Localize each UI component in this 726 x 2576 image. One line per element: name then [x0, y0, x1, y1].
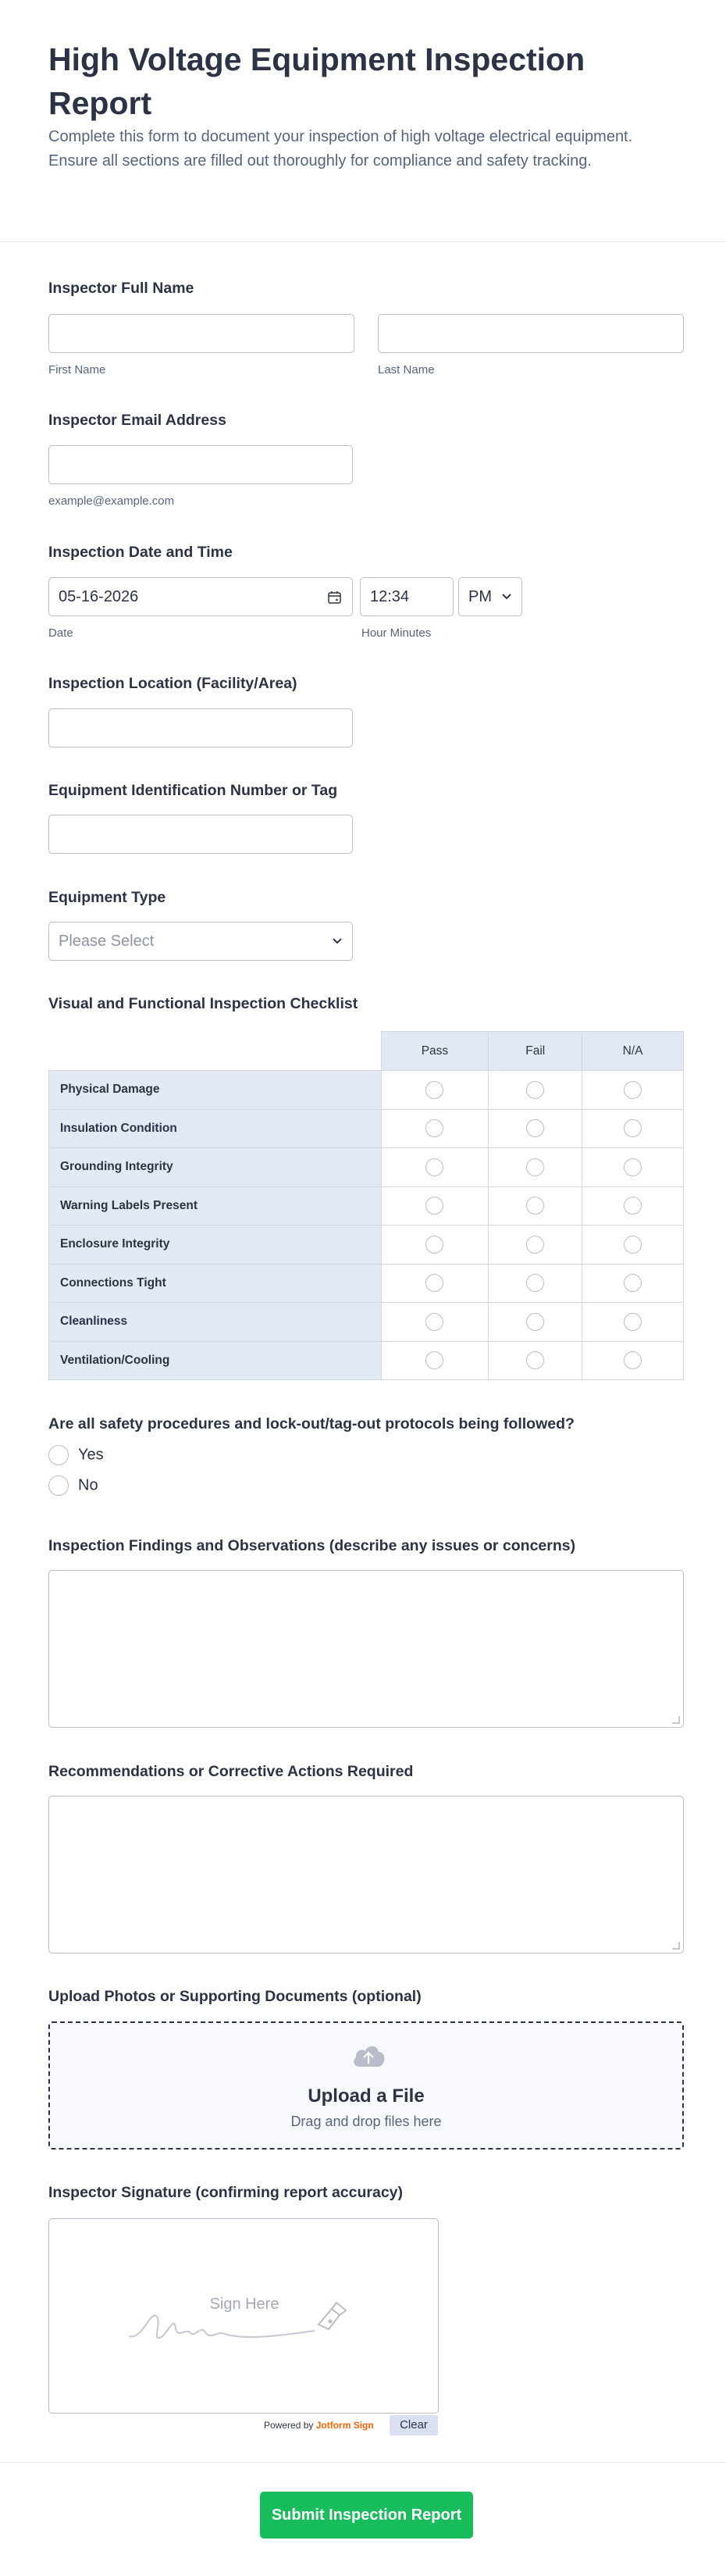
grid-row-label: Physical Damage: [49, 1071, 382, 1110]
file-upload-dropzone[interactable]: [48, 2021, 684, 2150]
findings-label: Inspection Findings and Observations (describe any issues or concerns): [48, 1537, 576, 1554]
grid-row-label: Cleanliness: [49, 1303, 382, 1342]
radio-fail[interactable]: [526, 1236, 544, 1254]
resize-grip-icon[interactable]: [672, 1716, 680, 1724]
powered-by-text: Powered by: [264, 2420, 314, 2431]
radio-na[interactable]: [624, 1313, 642, 1331]
form-header: [0, 0, 726, 242]
inspector-name-label: Inspector Full Name: [48, 280, 194, 297]
grid-row-label: Grounding Integrity: [49, 1148, 382, 1187]
grid-header-row: [49, 1032, 684, 1071]
calendar-icon[interactable]: [327, 590, 343, 605]
grid-col-fail: Fail: [489, 1032, 582, 1071]
grid-row-label: Connections Tight: [49, 1264, 382, 1303]
table-row: [49, 1186, 684, 1226]
resize-grip-icon[interactable]: [672, 1942, 680, 1950]
radio-fail[interactable]: [526, 1081, 544, 1099]
radio-na[interactable]: [624, 1197, 642, 1215]
time-input[interactable]: [360, 577, 454, 616]
date-value: 05-16-2026: [59, 588, 139, 605]
date-input[interactable]: [48, 577, 353, 616]
first-name-sublabel: First Name: [48, 363, 106, 376]
grid-col-na: N/A: [582, 1032, 684, 1071]
page-description: Complete this form to document your inspection of high voltage electrical equipment. Ensure all sections are filled out thoroughly for compliance and safety tracking.: [48, 128, 633, 169]
signature-label: Inspector Signature (confirming report accuracy): [48, 2184, 404, 2201]
safety-label: Are all safety procedures and lock-out/tag-out protocols being followed?: [48, 1415, 575, 1432]
inspection-checklist-grid: [48, 1031, 684, 1380]
equipment-id-label: Equipment Identification Number or Tag: [48, 782, 338, 799]
radio-fail[interactable]: [526, 1119, 544, 1137]
email-label: Inspector Email Address: [48, 412, 226, 429]
upload-label: Upload Photos or Supporting Documents (optional): [48, 1988, 422, 2005]
cloud-upload-icon: [351, 2042, 386, 2070]
safety-option-no[interactable]: [48, 1475, 98, 1496]
radio-pass[interactable]: [425, 1274, 443, 1292]
radio-na[interactable]: [624, 1351, 642, 1369]
equipment-type-label: Equipment Type: [48, 889, 166, 906]
table-row: [49, 1303, 684, 1342]
radio-fail[interactable]: [526, 1351, 544, 1369]
form-footer: [0, 2462, 726, 2576]
last-name-sublabel: Last Name: [378, 363, 435, 376]
option-label: No: [78, 1476, 98, 1494]
jotform-sign-brand: Jotform Sign: [315, 2420, 374, 2431]
radio-pass[interactable]: [425, 1119, 443, 1137]
signature-clear-button[interactable]: Clear: [390, 2415, 438, 2435]
radio-pass[interactable]: [425, 1313, 443, 1331]
table-row: [49, 1264, 684, 1303]
grid-corner: [49, 1032, 382, 1071]
recommendations-label: Recommendations or Corrective Actions Required: [48, 1763, 414, 1780]
radio-na[interactable]: [624, 1236, 642, 1254]
radio-fail[interactable]: [526, 1313, 544, 1331]
equipment-type-placeholder: Please Select: [59, 933, 155, 950]
ampm-value: PM: [468, 588, 492, 605]
equipment-type-select[interactable]: [48, 922, 353, 961]
chevron-down-icon: [501, 593, 512, 601]
safety-option-yes[interactable]: [48, 1445, 104, 1465]
radio-na[interactable]: [624, 1274, 642, 1292]
radio-pass[interactable]: [425, 1351, 443, 1369]
grid-row-label: Enclosure Integrity: [49, 1226, 382, 1265]
radio-yes[interactable]: [48, 1445, 69, 1465]
grid-col-pass: Pass: [381, 1032, 489, 1071]
location-label: Inspection Location (Facility/Area): [48, 675, 297, 692]
radio-pass[interactable]: [425, 1158, 443, 1176]
ampm-select[interactable]: [458, 577, 522, 616]
radio-na[interactable]: [624, 1158, 642, 1176]
date-sublabel: Date: [48, 626, 73, 640]
radio-fail[interactable]: [526, 1158, 544, 1176]
option-label: Yes: [78, 1446, 104, 1464]
grid-row-label: Insulation Condition: [49, 1109, 382, 1148]
radio-na[interactable]: [624, 1119, 642, 1137]
grid-row-label: Warning Labels Present: [49, 1186, 382, 1226]
table-row: [49, 1226, 684, 1265]
radio-fail[interactable]: [526, 1197, 544, 1215]
last-name-input[interactable]: [378, 314, 684, 353]
table-row: [49, 1071, 684, 1110]
datetime-label: Inspection Date and Time: [48, 544, 233, 561]
grid-row-label: Ventilation/Cooling: [49, 1341, 382, 1380]
recommendations-textarea[interactable]: [48, 1796, 684, 1953]
table-row: [49, 1148, 684, 1187]
upload-title: Upload a File: [308, 2085, 425, 2107]
findings-textarea[interactable]: [48, 1570, 684, 1728]
radio-fail[interactable]: [526, 1274, 544, 1292]
radio-pass[interactable]: [425, 1081, 443, 1099]
radio-na[interactable]: [624, 1081, 642, 1099]
email-sublabel: example@example.com: [48, 494, 175, 508]
equipment-id-input[interactable]: [48, 815, 353, 854]
upload-subtitle: Drag and drop files here: [290, 2114, 442, 2129]
page-title: High Voltage Equipment Inspection Report: [48, 41, 585, 121]
submit-button[interactable]: Submit Inspection Report: [260, 2492, 473, 2539]
radio-no[interactable]: [48, 1475, 69, 1496]
powered-by: [264, 2420, 374, 2431]
email-input[interactable]: [48, 445, 353, 484]
table-row: [49, 1109, 684, 1148]
radio-pass[interactable]: [425, 1236, 443, 1254]
time-value: 12:34: [370, 588, 410, 605]
time-sublabel: Hour Minutes: [361, 626, 432, 640]
first-name-input[interactable]: [48, 314, 354, 353]
chevron-down-icon: [332, 937, 343, 945]
table-row: [49, 1341, 684, 1380]
signature-placeholder: Sign Here: [209, 2296, 279, 2313]
location-input[interactable]: [48, 708, 353, 747]
checklist-label: Visual and Functional Inspection Checklist: [48, 995, 358, 1012]
signature-pad[interactable]: [48, 2218, 439, 2414]
radio-pass[interactable]: [425, 1197, 443, 1215]
